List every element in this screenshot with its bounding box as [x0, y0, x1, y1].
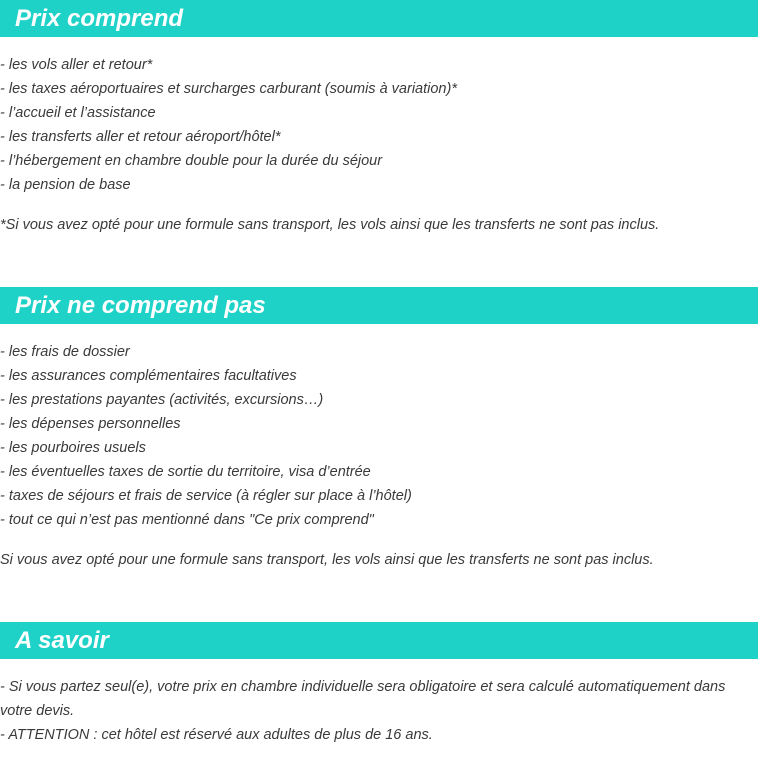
transport-note: *Si vous avez opté pour une formule sans transport, les vols ainsi que les transferts ne sont pas inclus.: [0, 217, 660, 233]
list-item: - l’hébergement en chambre double pour la durée du séjour: [0, 153, 383, 169]
list-item: - ATTENTION : cet hôtel est réservé aux adultes de plus de 16 ans.: [0, 727, 433, 743]
list-item: - les pourboires usuels: [0, 440, 146, 456]
list-item: - les assurances complémentaires facultatives: [0, 368, 297, 384]
list-item: - les transferts aller et retour aéroport/hôtel*: [0, 129, 281, 145]
list-item: - les frais de dossier: [0, 344, 130, 360]
list-item: - taxes de séjours et frais de service (à régler sur place à l’hôtel): [0, 488, 412, 504]
section-title: Prix ne comprend pas: [15, 292, 266, 319]
included-list: [0, 53, 758, 197]
section-header-a-savoir: [0, 622, 758, 659]
section-header-prix-comprend: [0, 0, 758, 37]
excluded-list: [0, 340, 758, 532]
list-item: - les dépenses personnelles: [0, 416, 181, 432]
list-item: - les vols aller et retour*: [0, 57, 153, 73]
section-title: Prix comprend: [15, 5, 184, 32]
list-item: - les éventuelles taxes de sortie du territoire, visa d’entrée: [0, 464, 371, 480]
list-item: - la pension de base: [0, 177, 131, 193]
list-item: - tout ce qui n’est pas mentionné dans "Ce prix comprend": [0, 512, 374, 528]
list-item: - les prestations payantes (activités, excursions…): [0, 392, 324, 408]
list-item: - Si vous partez seul(e), votre prix en chambre individuelle sera obligatoire et sera calculé automatiquement dans votre devis.: [0, 679, 726, 719]
info-list: [0, 675, 758, 747]
list-item: - l’accueil et l’assistance: [0, 105, 156, 121]
section-title: A savoir: [15, 627, 109, 654]
transport-note: Si vous avez opté pour une formule sans transport, les vols ainsi que les transferts ne sont pas inclus.: [0, 552, 654, 568]
list-item: - les taxes aéroportuaires et surcharges carburant (soumis à variation)*: [0, 81, 457, 97]
section-header-prix-ne-comprend-pas: [0, 287, 758, 324]
